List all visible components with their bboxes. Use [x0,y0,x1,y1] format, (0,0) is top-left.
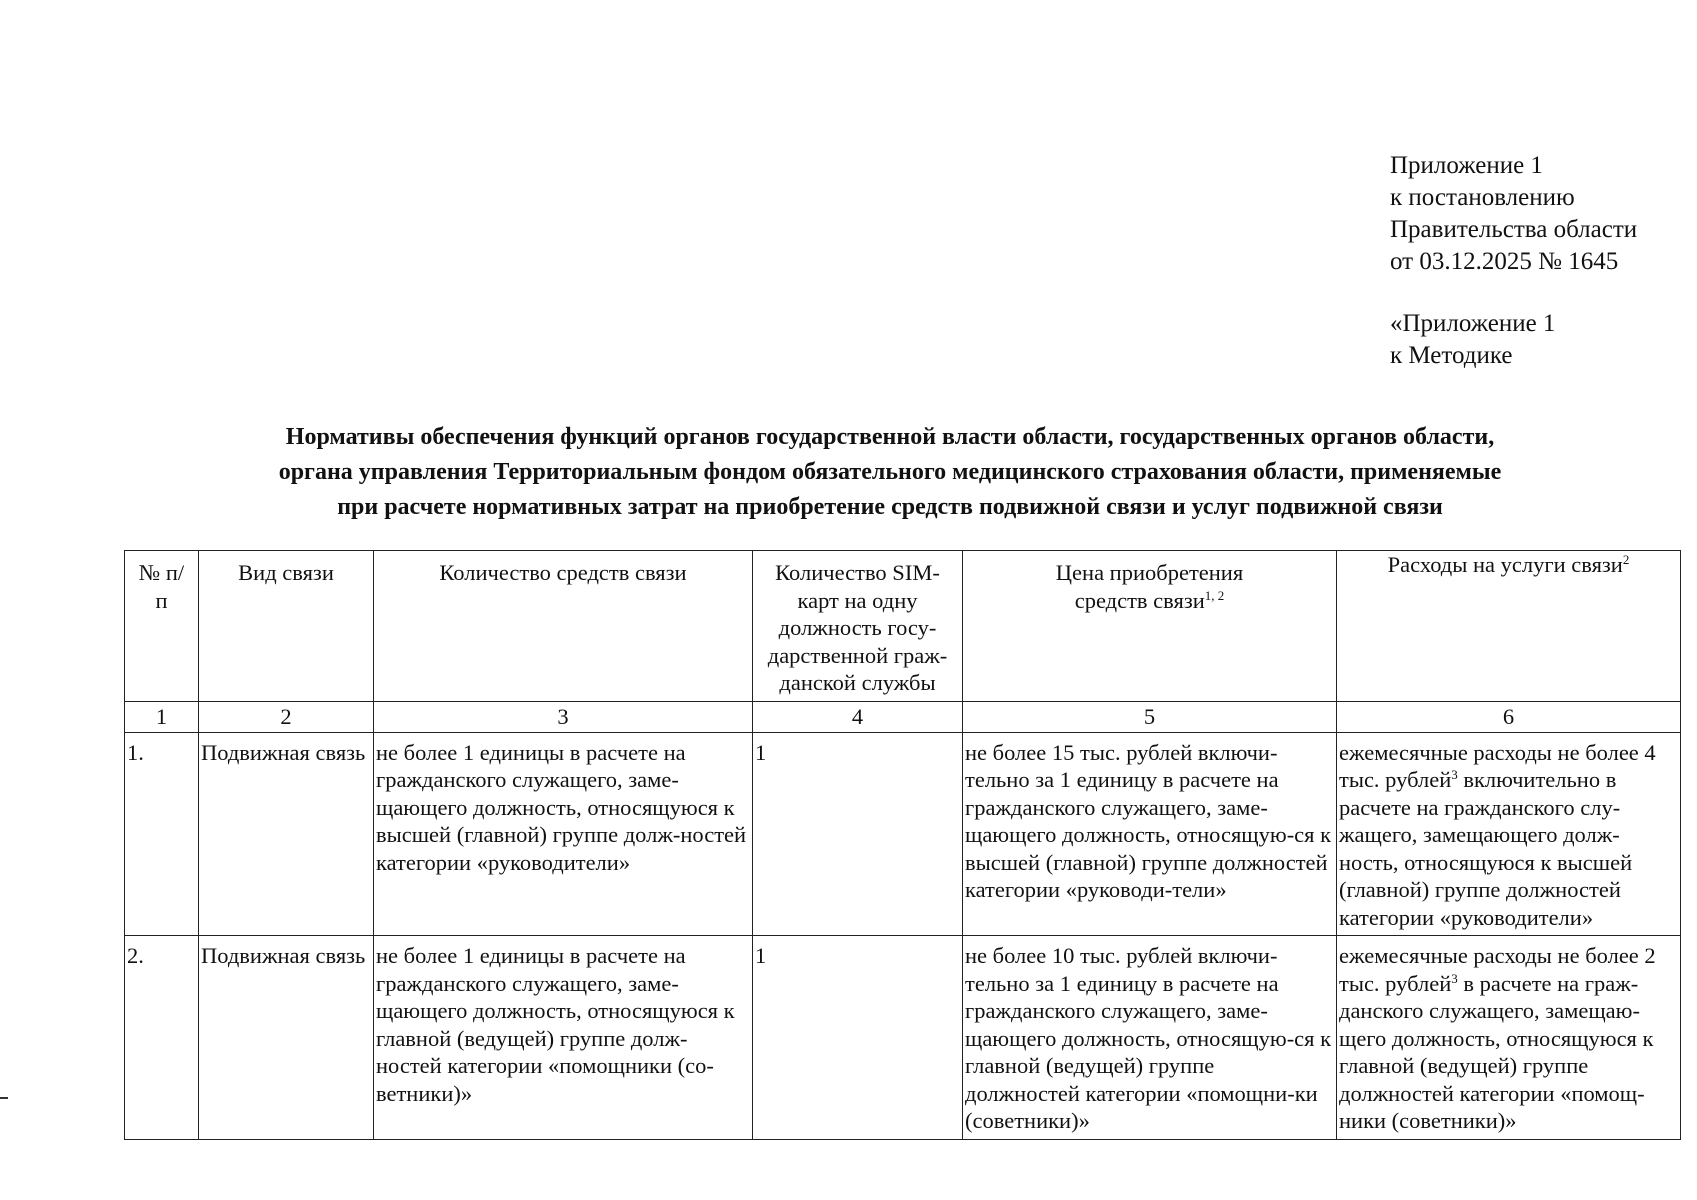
row-sim-cards: 1 [753,936,963,1140]
table-row [125,936,1681,1140]
scan-margin-mark [0,1097,8,1099]
row-expenses-text: ежемесячные расходы не более 2 тыс. рублей [1339,943,1656,996]
header-quantity: Количество средств связи [374,551,753,702]
row-type: Подвижная связь [199,936,374,1140]
row-expenses-text: в расчете на граж-данского служащего, замещаю-щего должность, относящуюся к главной (ведущей) группе должностей категории «помощ-ники (советники)» [1339,970,1654,1133]
column-number: 6 [1337,701,1681,732]
row-sim-cards: 1 [753,732,963,936]
column-number: 5 [963,701,1337,732]
row-expenses-text: ежемесячные расходы не более 4 тыс. рублей [1339,739,1656,792]
header-expenses-text: Расходы на услуги связи [1387,552,1623,577]
header-sim-cards: Количество SIM-карт на одну должность госу-дарственной граж-данской службы [753,551,963,702]
header-row [125,551,1681,702]
row-number: 1. [125,732,199,936]
appendix-block [1390,150,1637,372]
column-number: 3 [374,701,753,732]
methodology-appendix-line: к Методике [1390,342,1513,369]
header-expenses [1337,551,1681,702]
footnote-ref: 3 [1451,970,1458,986]
footnote-ref: 1, 2 [1204,587,1225,603]
row-expenses [1337,936,1681,1140]
row-quantity: не более 1 единицы в расчете на гражданского служащего, заме-щающего должность, относящуюся к главной (ведущей) группе долж-ностей категории «помощники (со-ветники)» [374,936,753,1140]
row-price: не более 15 тыс. рублей включи-тельно за 1 единицу в расчете на гражданского служащего, заме-щающего должность, относящую-ся к высшей (главной) группе должностей категории «руководи-тели» [963,732,1337,936]
title-line: Нормативы обеспечения функций органов государственной власти области, государственных органов области, [285,424,1495,450]
header-type: Вид связи [199,551,374,702]
row-expenses [1337,732,1681,936]
title-line: при расчете нормативных затрат на приобретение средств подвижной связи и услуг подвижной связи [337,494,1443,520]
row-type: Подвижная связь [199,732,374,936]
header-number: № п/п [125,551,199,702]
row-price: не более 10 тыс. рублей включи-тельно за 1 единицу в расчете на гражданского служащего, заме-щающего должность, относящую-ся к главной (ведущей) группе должностей категории «помощни-ки (советники)» [963,936,1337,1140]
title-line: органа управления Территориальным фондом обязательного медицинского страхования области, применяемые [278,459,1502,485]
column-number: 1 [125,701,199,732]
appendix-date-line: от 03.12.2025 № 1645 [1390,248,1619,275]
appendix-line: Приложение 1 [1390,152,1543,179]
appendix-line: к постановлению [1390,184,1575,211]
document-title [120,420,1660,525]
footnote-ref: 2 [1622,552,1630,567]
column-number-row [125,701,1681,732]
table-row [125,732,1681,936]
header-price-text: Цена приобретения средств связи [1055,560,1244,613]
spacer [1390,278,1637,308]
row-quantity: не более 1 единицы в расчете на гражданского служащего, заме-щающего должность, относящуюся к высшей (главной) группе долж-ностей категории «руководители» [374,732,753,936]
header-price [963,551,1337,702]
norms-table [124,550,1681,1140]
methodology-appendix-line: «Приложение 1 [1390,310,1556,337]
column-number: 4 [753,701,963,732]
column-number: 2 [199,701,374,732]
row-number: 2. [125,936,199,1140]
row-expenses-text: включительно в расчете на гражданского слу-жащего, замещающего долж-ность, относящуюся к высшей (главной) группе должностей категории «руководители» [1339,767,1633,930]
footnote-ref: 3 [1451,767,1458,782]
appendix-line: Правительства области [1390,216,1638,243]
